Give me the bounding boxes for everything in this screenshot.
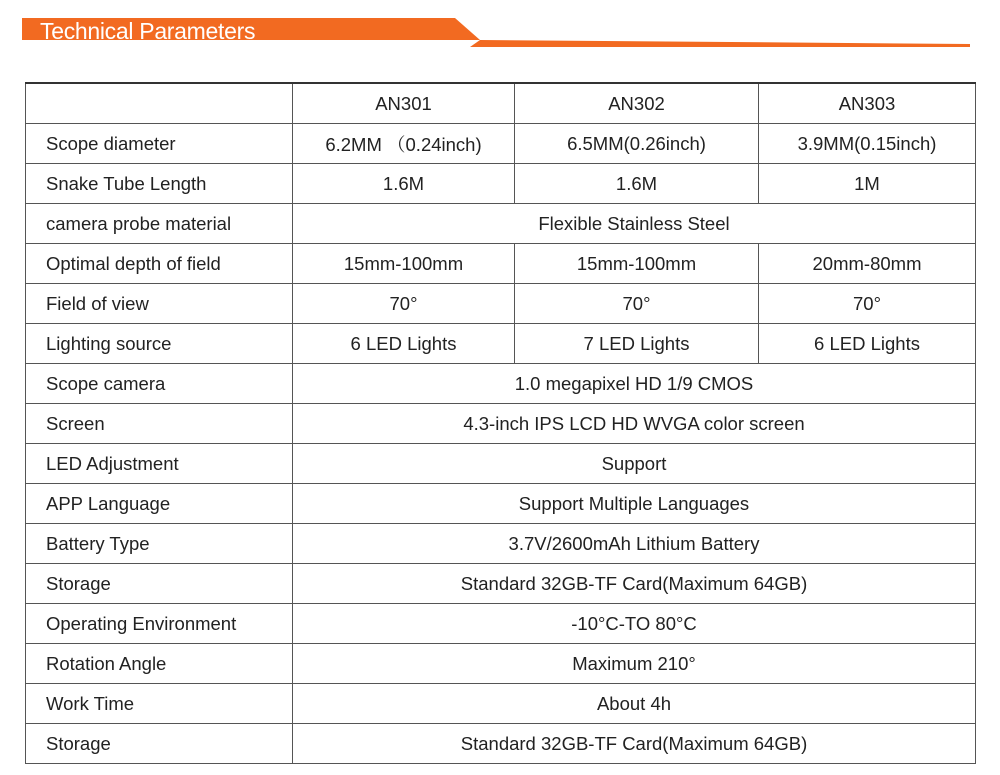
value-cell: 20mm-80mm	[759, 244, 976, 284]
value-cell: 70°	[293, 284, 515, 324]
table-row	[26, 364, 976, 404]
row-label: Snake Tube Length	[26, 164, 293, 204]
merged-value-cell: Flexible Stainless Steel	[293, 204, 976, 244]
table-row	[26, 124, 976, 164]
value-cell: 1M	[759, 164, 976, 204]
table-row	[26, 284, 976, 324]
merged-value-cell: 3.7V/2600mAh Lithium Battery	[293, 524, 976, 564]
row-label: camera probe material	[26, 204, 293, 244]
merged-value-cell: About 4h	[293, 684, 976, 724]
table-row	[26, 724, 976, 764]
row-label: Rotation Angle	[26, 644, 293, 684]
row-label: Lighting source	[26, 324, 293, 364]
value-cell: 15mm-100mm	[515, 244, 759, 284]
value-cell: 70°	[759, 284, 976, 324]
table-header-row	[26, 83, 976, 124]
merged-value-cell: Standard 32GB-TF Card(Maximum 64GB)	[293, 724, 976, 764]
header-corner-cell	[26, 83, 293, 124]
row-label: Operating Environment	[26, 604, 293, 644]
merged-value-cell: Support Multiple Languages	[293, 484, 976, 524]
row-label: Storage	[26, 724, 293, 764]
section-header	[0, 0, 1000, 60]
merged-value-cell: Maximum 210°	[293, 644, 976, 684]
row-label: Scope camera	[26, 364, 293, 404]
row-label: LED Adjustment	[26, 444, 293, 484]
table-row	[26, 524, 976, 564]
table-row	[26, 644, 976, 684]
value-cell: 6 LED Lights	[759, 324, 976, 364]
value-cell: 6.2MM （0.24inch)	[293, 124, 515, 164]
merged-value-cell: -10°C-TO 80°C	[293, 604, 976, 644]
value-cell: 7 LED Lights	[515, 324, 759, 364]
value-cell: 6.5MM(0.26inch)	[515, 124, 759, 164]
row-label: Scope diameter	[26, 124, 293, 164]
value-cell: 15mm-100mm	[293, 244, 515, 284]
table-row	[26, 204, 976, 244]
table-row	[26, 444, 976, 484]
row-label: APP Language	[26, 484, 293, 524]
row-label: Screen	[26, 404, 293, 444]
value-cell: 3.9MM(0.15inch)	[759, 124, 976, 164]
merged-value-cell: Support	[293, 444, 976, 484]
merged-value-cell: 1.0 megapixel HD 1/9 CMOS	[293, 364, 976, 404]
row-label: Battery Type	[26, 524, 293, 564]
merged-value-cell: Standard 32GB-TF Card(Maximum 64GB)	[293, 564, 976, 604]
table-row	[26, 244, 976, 284]
value-cell: 1.6M	[515, 164, 759, 204]
row-label: Work Time	[26, 684, 293, 724]
row-label: Field of view	[26, 284, 293, 324]
model-header-an301: AN301	[293, 83, 515, 124]
page-title: Technical Parameters	[40, 18, 256, 44]
table-row	[26, 484, 976, 524]
value-cell: 70°	[515, 284, 759, 324]
row-label: Optimal depth of field	[26, 244, 293, 284]
value-cell: 6 LED Lights	[293, 324, 515, 364]
spec-table	[25, 82, 976, 764]
merged-value-cell: 4.3-inch IPS LCD HD WVGA color screen	[293, 404, 976, 444]
table-row	[26, 324, 976, 364]
row-label: Storage	[26, 564, 293, 604]
model-header-an302: AN302	[515, 83, 759, 124]
table-row	[26, 684, 976, 724]
model-header-an303: AN303	[759, 83, 976, 124]
table-row	[26, 564, 976, 604]
table-row	[26, 404, 976, 444]
value-cell: 1.6M	[293, 164, 515, 204]
table-row	[26, 604, 976, 644]
table-row	[26, 164, 976, 204]
